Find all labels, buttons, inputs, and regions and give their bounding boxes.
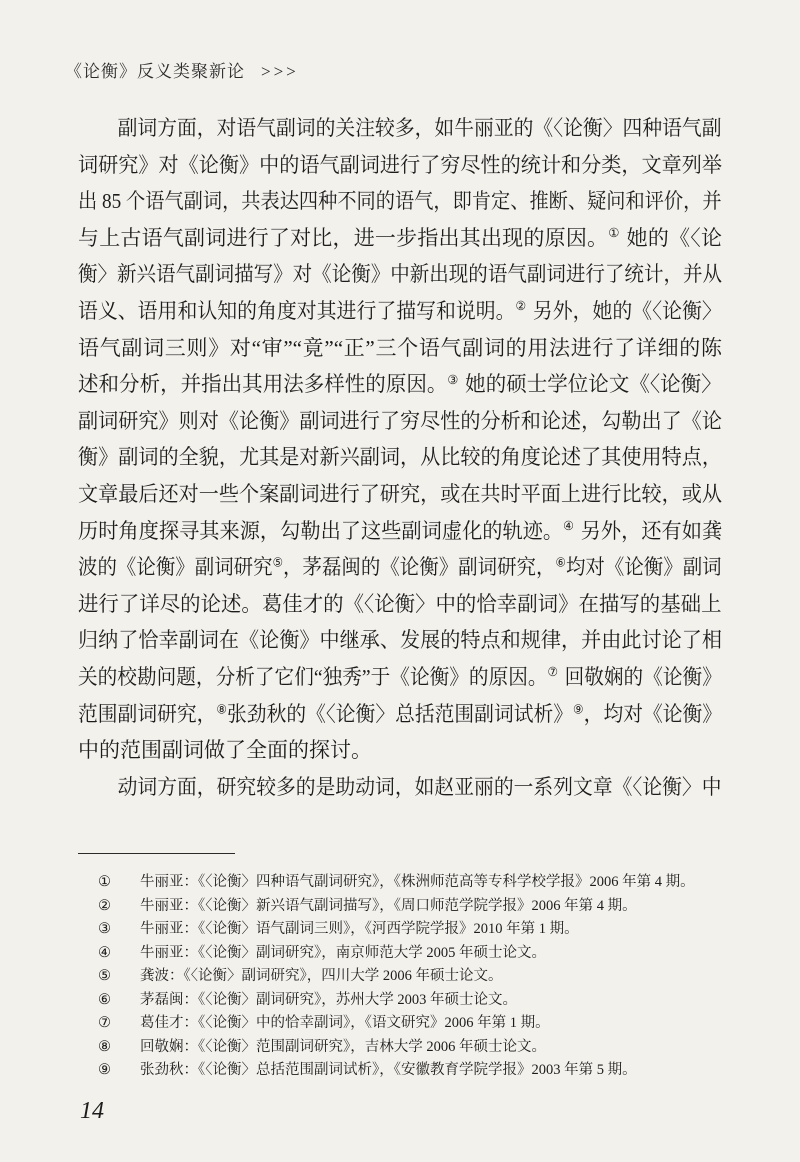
footnote-divider (78, 853, 235, 854)
body-text (78, 110, 722, 805)
footnote-text: 葛佳才：《〈论衡〉中的恰幸副词》，《语文研究》2006 年第 1 期。 (140, 1015, 550, 1031)
footnote (98, 965, 738, 989)
footnote-ref: ③ (447, 372, 459, 387)
footnote-mark: ⑧ (98, 1038, 111, 1055)
text-run: 关的校勘问题，分析了它们“独秀”于《论衡》的原因。 (78, 664, 548, 689)
text-line (78, 183, 722, 220)
text-run: 均对《论衡》副词 (565, 555, 722, 580)
text-line (78, 110, 722, 147)
text-run: 动词方面，研究较多的是助动词，如赵亚丽的一系列文章《〈论衡〉中 (117, 774, 722, 799)
text-run: 衡〉新兴语气副词描写》对《论衡》中新出现的语气副词进行了统计，并从 (78, 262, 723, 287)
footnote-ref: ⑥ (555, 555, 566, 570)
footnote (98, 1059, 738, 1083)
footnote-text: 回敬娴：《〈论衡〉范围副词研究》，吉林大学 2006 年硕士论文。 (140, 1038, 546, 1055)
footnote-ref: ② (515, 299, 527, 314)
footnote-text: 牛丽亚：《〈论衡〉四种语气副词研究》，《株洲师范高等专科学校学报》2006 年第 4 期。 (140, 874, 695, 890)
footnote (98, 989, 738, 1013)
footnote-ref: ⑧ (216, 701, 228, 716)
text-run: 中的范围副词做了全面的探讨。 (78, 738, 372, 763)
paragraph (78, 110, 722, 769)
text-run: 语义、语用和认知的角度对其进行了描写和说明。 (78, 298, 516, 323)
paragraph (78, 769, 722, 806)
text-line (78, 330, 722, 367)
text-line (78, 439, 722, 476)
footnote (98, 918, 738, 942)
text-line (78, 586, 722, 623)
footnote-ref: ⑤ (272, 555, 284, 570)
text-line (78, 622, 722, 659)
text-run: 文章最后还对一些个案副词进行了研究，或在共时平面上进行比较，或从 (78, 481, 722, 506)
text-run: ，均对《论衡》 (583, 701, 723, 726)
text-run: 另外，还有如龚 (580, 518, 723, 543)
footnote-text: 张劲秋：《〈论衡〉总括范围副词试析》，《安徽教育学院学报》2003 年第 5 期。 (140, 1062, 637, 1078)
header-chevrons: >>> (261, 62, 299, 81)
footnote (98, 895, 738, 919)
text-run: 述和分析，并指出其用法多样性的原因。 (78, 372, 448, 397)
footnotes (98, 871, 738, 1083)
footnote (98, 1036, 738, 1060)
text-run: 她的硕士学位论文《〈论衡〉 (465, 372, 722, 397)
footnote-mark: ⑦ (98, 1015, 111, 1031)
footnote-mark: ③ (98, 921, 111, 937)
text-line (78, 403, 722, 440)
footnote-text: 茅磊闽：《〈论衡〉副词研究》，苏州大学 2003 年硕士论文。 (140, 991, 517, 1008)
text-run: 副词方面，对语气副词的关注较多，如牛丽亚的《〈论衡〉四种语气副 (117, 116, 722, 140)
text-run: 与上古语气副词进行了对比，进一步指出其出现的原因。 (78, 225, 609, 250)
book-title: 《论衡》反义类聚新论 (65, 62, 245, 81)
text-run: 她的《〈论 (626, 225, 722, 250)
footnote-ref: ① (608, 226, 620, 241)
footnote-text: 牛丽亚：《〈论衡〉副词研究》，南京师范大学 2005 年硕士论文。 (140, 944, 546, 961)
text-line (78, 549, 722, 586)
footnote (98, 942, 738, 966)
footnote-ref: ⑦ (547, 665, 559, 680)
footnote-mark: ⑥ (98, 991, 111, 1008)
text-run: 衡》副词的全貌，尤其是对新兴副词，从比较的角度论述了其使用特点， (78, 445, 722, 470)
text-line (78, 696, 723, 733)
text-run: 语气副词三则》对“审”“竟”“正”三个语气副词的用法进行了详细的陈 (78, 335, 722, 360)
text-run: 范围副词研究， (78, 701, 217, 726)
page-number: 14 (80, 1098, 104, 1124)
text-run: 归纳了恰幸副词在《论衡》中继承、发展的特点和规律，并由此讨论了相 (78, 628, 722, 653)
footnote-text: 牛丽亚：《〈论衡〉语气副词三则》，《河西学院学报》2010 年第 1 期。 (140, 921, 579, 937)
text-run: 波的《论衡》副词研究 (78, 555, 273, 580)
footnote (98, 871, 738, 895)
footnote-mark: ④ (98, 944, 111, 961)
text-line (78, 366, 722, 403)
text-run: 词研究》对《论衡》中的语气副词进行了穷尽性的统计和分类，文章列举 (78, 152, 722, 177)
text-line (78, 220, 722, 257)
text-line (78, 293, 722, 330)
text-line (78, 769, 722, 806)
text-run: 副词研究》则对《论衡》副词进行了穷尽性的分析和论述，勾勒出了《论 (78, 408, 722, 433)
text-run: 回敬娴的《论衡》 (564, 664, 722, 689)
footnote-mark: ⑤ (98, 968, 111, 984)
footnote-text: 牛丽亚：《〈论衡〉新兴语气副词描写》，《周口师范学院学报》2006 年第 4 期。 (140, 897, 637, 914)
footnote-ref: ⑨ (573, 701, 584, 716)
footnote-mark: ⑨ (98, 1062, 111, 1078)
running-header (65, 60, 299, 84)
text-run: ，茅磊闽的《论衡》副词研究， (283, 555, 556, 580)
text-line (78, 659, 722, 696)
footnote-text: 龚波：《〈论衡〉副词研究》，四川大学 2006 年硕士论文。 (140, 968, 503, 984)
text-line (78, 256, 723, 293)
footnote (98, 1012, 738, 1036)
text-line (78, 732, 722, 769)
footnote-ref: ④ (563, 518, 575, 533)
text-run: 另外，她的《〈论衡〉 (532, 298, 722, 323)
text-run: 出 85 个语气副词，共表达四种不同的语气，即肯定、推断、疑问和评价，并 (78, 189, 722, 214)
text-run: 历时角度探寻其来源，勾勒出了这些副词虚化的轨迹。 (78, 518, 564, 543)
text-line (78, 147, 722, 184)
text-run: 张劲秋的《〈论衡〉总括范围副词试析》 (227, 701, 574, 726)
text-line (78, 476, 722, 513)
footnote-mark: ② (98, 897, 111, 914)
text-run: 进行了详尽的论述。葛佳才的《〈论衡〉中的恰幸副词》在描写的基础上 (78, 591, 722, 616)
footnote-mark: ① (98, 874, 111, 890)
text-line (78, 513, 723, 550)
